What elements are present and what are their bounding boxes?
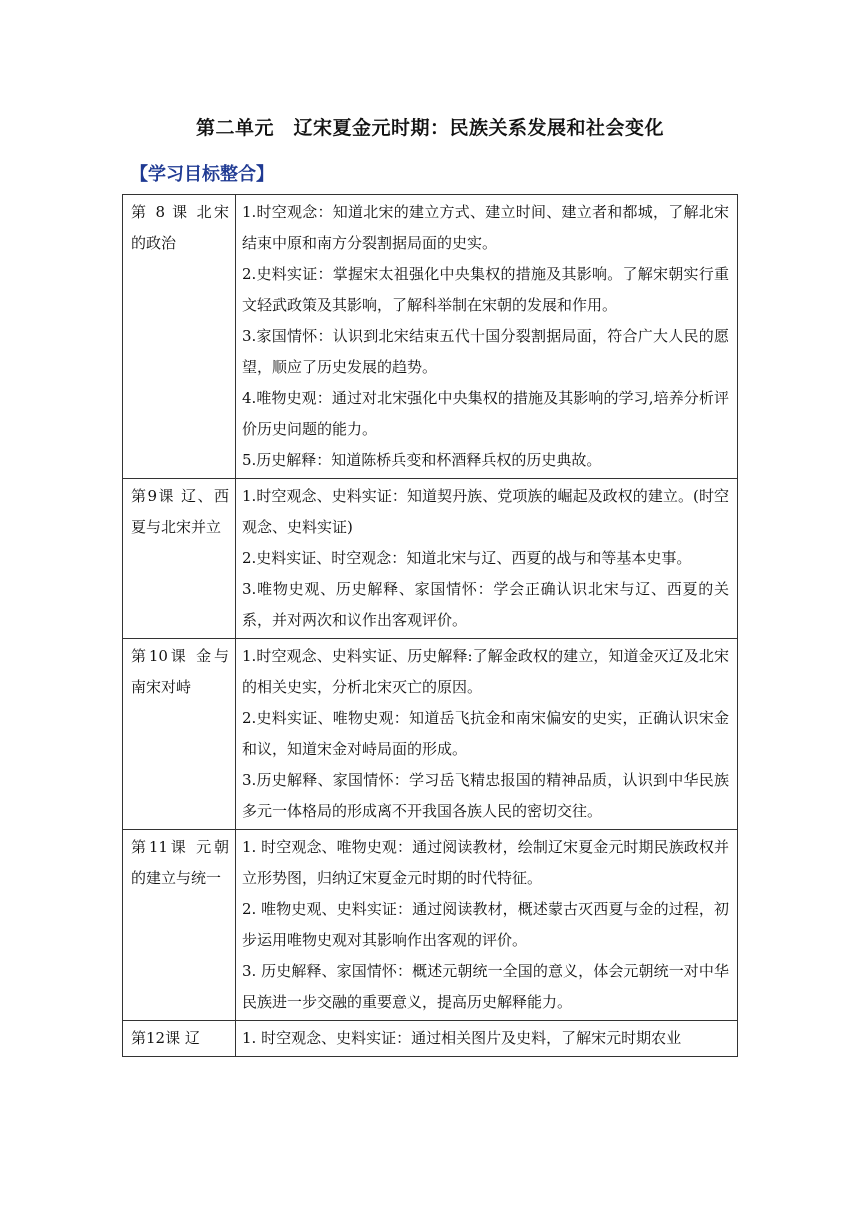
goal-item: 2.史料实证、时空观念：知道北宋与辽、西夏的战与和等基本史事。 [242, 549, 692, 567]
goal-item: 3. 历史解释、家国情怀：概述元朝统一全国的意义，体会元朝统一对中华民族进一步交融的重要意义，提高历史解释能力。 [242, 962, 729, 1011]
goal-item: 3.家国情怀：认识到北宋结束五代十国分裂割据局面，符合广大人民的愿望，顺应了历史发展的趋势。 [242, 327, 729, 376]
lesson-cell: 第12课 辽 [123, 1021, 236, 1057]
goal-item: 2.史料实证：掌握宋太祖强化中央集权的措施及其影响。了解宋朝实行重文轻武政策及其影响，了解科举制在宋朝的发展和作用。 [242, 265, 729, 314]
goals-cell [236, 639, 738, 830]
learning-goals-table [122, 194, 738, 1057]
goal-item: 4.唯物史观：通过对北宋强化中央集权的措施及其影响的学习,培养分析评价历史问题的能力。 [242, 389, 729, 438]
lesson-cell: 第10课 金与南宋对峙 [123, 639, 236, 830]
goal-item: 1.时空观念、史料实证：知道契丹族、党项族的崛起及政权的建立。(时空观念、史料实证) [242, 487, 729, 536]
table-row [123, 830, 738, 1021]
goal-item: 2. 唯物史观、史料实证：通过阅读教材，概述蒙古灭西夏与金的过程，初步运用唯物史观对其影响作出客观的评价。 [242, 900, 729, 949]
goals-cell [236, 479, 738, 639]
goal-item: 1.时空观念、史料实证、历史解释:了解金政权的建立，知道金灭辽及北宋的相关史实，分析北宋灭亡的原因。 [242, 647, 729, 696]
table-row [123, 1021, 738, 1057]
goal-item: 1. 时空观念、史料实证：通过相关图片及史料，了解宋元时期农业 [242, 1029, 682, 1047]
lesson-cell: 第9课 辽、西夏与北宋并立 [123, 479, 236, 639]
goals-cell [236, 1021, 738, 1057]
goals-cell [236, 830, 738, 1021]
goal-item: 3.唯物史观、历史解释、家国情怀：学会正确认识北宋与辽、西夏的关系，并对两次和议作出客观评价。 [242, 580, 729, 629]
table-row [123, 479, 738, 639]
goal-item: 1.时空观念：知道北宋的建立方式、建立时间、建立者和都城，了解北宋结束中原和南方分裂割据局面的史实。 [242, 203, 729, 252]
lesson-cell: 第11课 元朝的建立与统一 [123, 830, 236, 1021]
goal-item: 2.史料实证、唯物史观：知道岳飞抗金和南宋偏安的史实，正确认识宋金和议，知道宋金对峙局面的形成。 [242, 709, 729, 758]
unit-title: 第二单元 辽宋夏金元时期：民族关系发展和社会变化 [195, 117, 664, 139]
goal-item: 5.历史解释：知道陈桥兵变和杯酒释兵权的历史典故。 [242, 451, 602, 469]
lesson-cell: 第 8 课 北宋的政治 [123, 195, 236, 479]
section-heading: 【学习目标整合】 [130, 164, 274, 185]
goal-item: 3.历史解释、家国情怀：学习岳飞精忠报国的精神品质，认识到中华民族多元一体格局的形成离不开我国各族人民的密切交往。 [242, 771, 729, 820]
goal-item: 1. 时空观念、唯物史观：通过阅读教材，绘制辽宋夏金元时期民族政权并立形势图，归纳辽宋夏金元时期的时代特征。 [242, 838, 729, 887]
goals-cell [236, 195, 738, 479]
table-row [123, 639, 738, 830]
table-row [123, 195, 738, 479]
